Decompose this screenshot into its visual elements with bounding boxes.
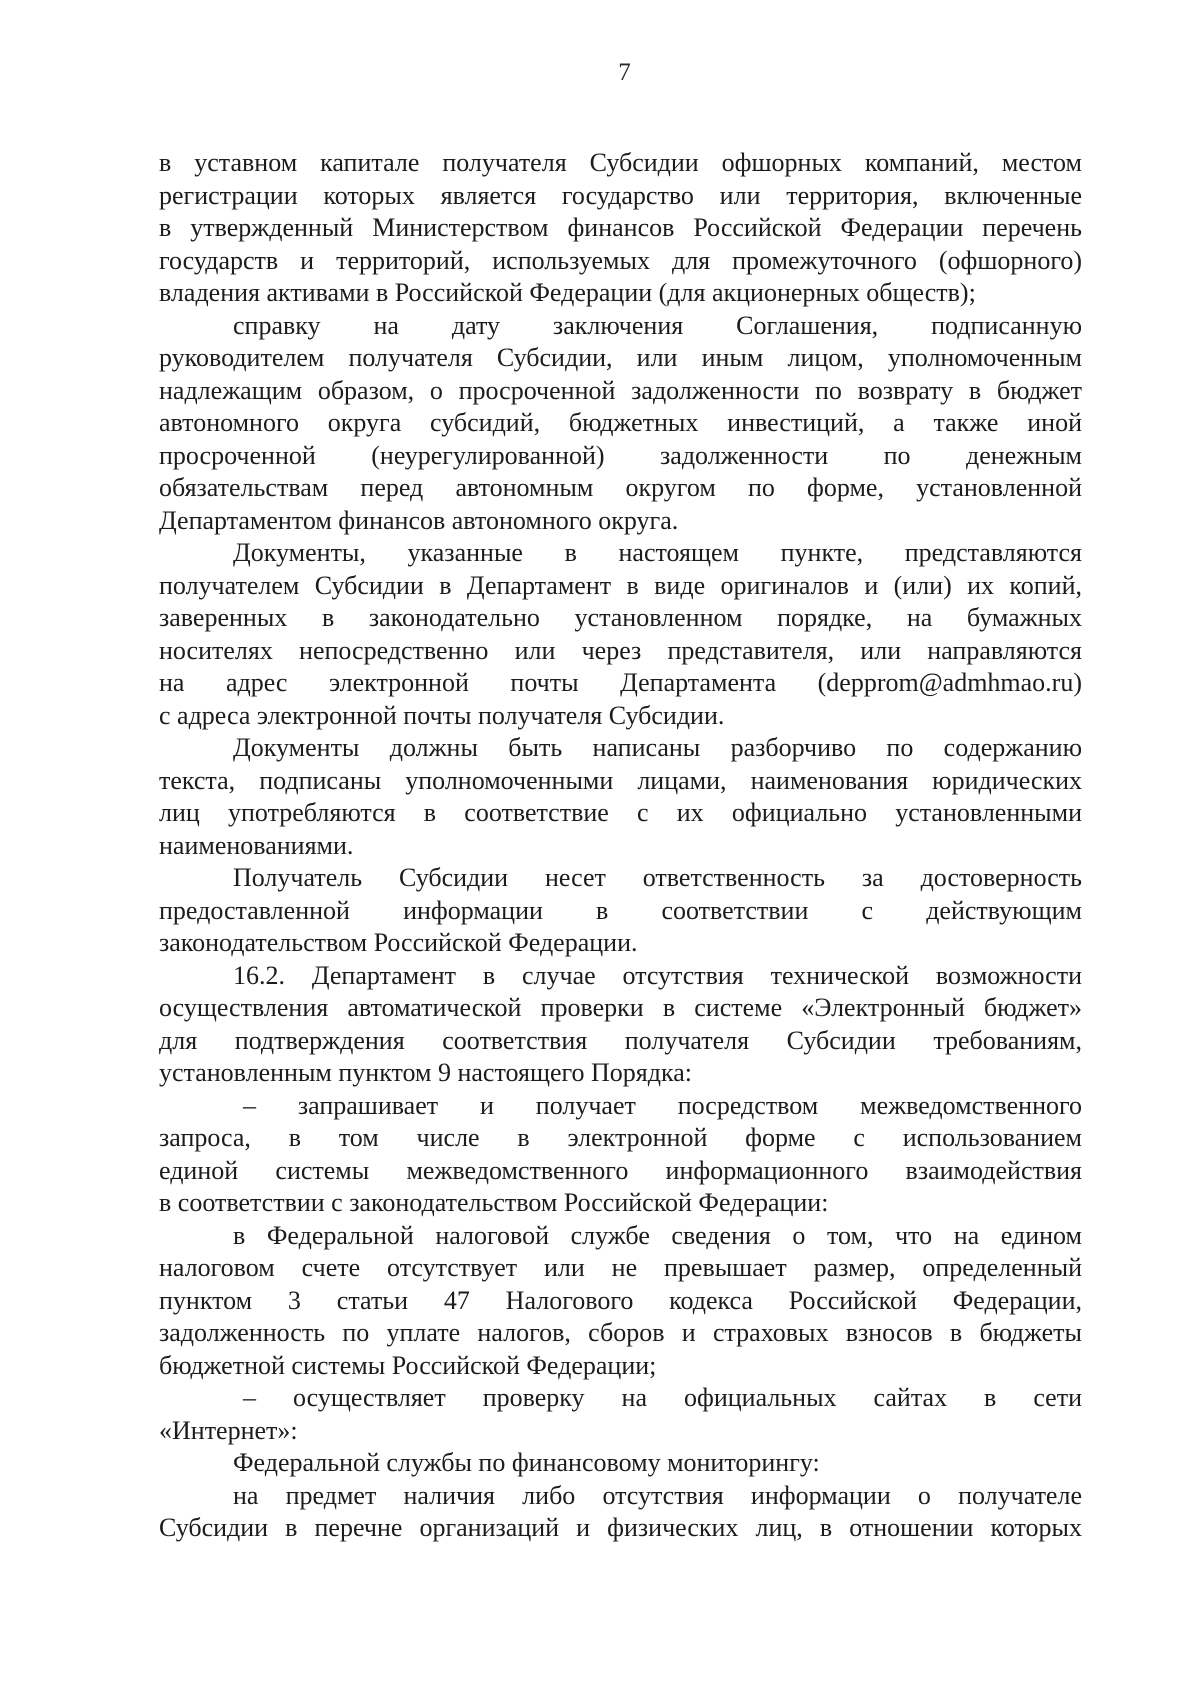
text-line: текста, подписаны уполномоченными лицами, наименования юридических bbox=[159, 765, 1082, 795]
text-line: законодательством Российской Федерации. bbox=[159, 928, 638, 957]
text-line: автономного округа субсидий, бюджетных инвестиций, а также иной bbox=[159, 408, 1082, 437]
text-line: Федеральной службы по финансовому мониторингу: bbox=[233, 1448, 820, 1477]
text-line: носителях непосредственно или через представителя, или направляются bbox=[159, 635, 1082, 665]
text-line: регистрации которых является государство или территория, включенные bbox=[159, 180, 1082, 210]
text-line: наименованиями. bbox=[159, 830, 354, 860]
text-line: Документы, указанные в настоящем пункте, представляются bbox=[233, 538, 1082, 567]
text-line: в уставном капитале получателя Субсидии офшорных компаний, местом bbox=[159, 148, 1082, 177]
text-line: для подтверждения соответствия получателя Субсидии требованиям, bbox=[159, 1025, 1082, 1055]
text-line: Субсидии в перечне организаций и физических лиц, в отношении которых bbox=[159, 1513, 1082, 1542]
page-number: 7 bbox=[618, 59, 631, 86]
text-line: в Федеральной налоговой службе сведения о том, что на едином bbox=[233, 1220, 1082, 1250]
text-line: в утвержденный Министерством финансов Российской Федерации перечень bbox=[159, 213, 1082, 242]
text-line: справку на дату заключения Соглашения, подписанную bbox=[233, 310, 1082, 340]
text-line: запроса, в том числе в электронной форме с использованием bbox=[159, 1123, 1082, 1152]
text-line: осуществления автоматической проверки в системе «Электронный бюджет» bbox=[159, 993, 1082, 1022]
text-line: владения активами в Российской Федерации (для акционерных обществ); bbox=[159, 278, 976, 307]
text-line: установленным пунктом 9 настоящего Порядка: bbox=[159, 1058, 692, 1087]
text-line: лиц употребляются в соответствие с их официально установленными bbox=[159, 798, 1082, 827]
text-line: Получатель Субсидии несет ответственность за достоверность bbox=[233, 863, 1082, 892]
text-line: государств и территорий, используемых для промежуточного (офшорного) bbox=[159, 245, 1082, 275]
text-line: налоговом счете отсутствует или не превышает размер, определенный bbox=[159, 1253, 1082, 1282]
text-line: надлежащим образом, о просроченной задолженности по возврату в бюджет bbox=[159, 375, 1082, 405]
text-line: «Интернет»: bbox=[159, 1415, 298, 1445]
text-line: руководителем получателя Субсидии, или иным лицом, уполномоченным bbox=[159, 343, 1082, 372]
text-line: предоставленной информации в соответствии с действующим bbox=[159, 895, 1082, 925]
text-line: – запрашивает и получает посредством межведомственного bbox=[243, 1090, 1082, 1120]
text-line: на предмет наличия либо отсутствия информации о получателе bbox=[233, 1480, 1082, 1510]
text-line: 16.2. Департамент в случае отсутствия технической возможности bbox=[233, 960, 1082, 990]
text-line: на адрес электронной почты Департамента (depprom@admhmao.ru) bbox=[159, 668, 1082, 697]
text-line: получателем Субсидии в Департамент в виде оригиналов и (или) их копий, bbox=[159, 570, 1082, 600]
text-line: заверенных в законодательно установленном порядке, на бумажных bbox=[159, 603, 1082, 632]
text-line: обязательствам перед автономным округом по форме, установленной bbox=[159, 473, 1082, 502]
document-body bbox=[159, 147, 1082, 1545]
text-line: Департаментом финансов автономного округа. bbox=[159, 505, 679, 535]
text-line: Документы должны быть написаны разборчиво по содержанию bbox=[233, 733, 1082, 762]
text-line: в соответствии с законодательством Российской Федерации: bbox=[159, 1188, 829, 1217]
text-line: задолженность по уплате налогов, сборов и страховых взносов в бюджеты bbox=[159, 1318, 1082, 1347]
text-line: с адреса электронной почты получателя Субсидии. bbox=[159, 700, 725, 730]
text-line: бюджетной системы Российской Федерации; bbox=[159, 1350, 657, 1380]
text-line: единой системы межведомственного информационного взаимодействия bbox=[159, 1155, 1082, 1185]
text-line: – осуществляет проверку на официальных сайтах в сети bbox=[243, 1383, 1082, 1412]
text-line: пунктом 3 статьи 47 Налогового кодекса Российской Федерации, bbox=[159, 1285, 1082, 1315]
text-line: просроченной (неурегулированной) задолженности по денежным bbox=[159, 440, 1082, 470]
